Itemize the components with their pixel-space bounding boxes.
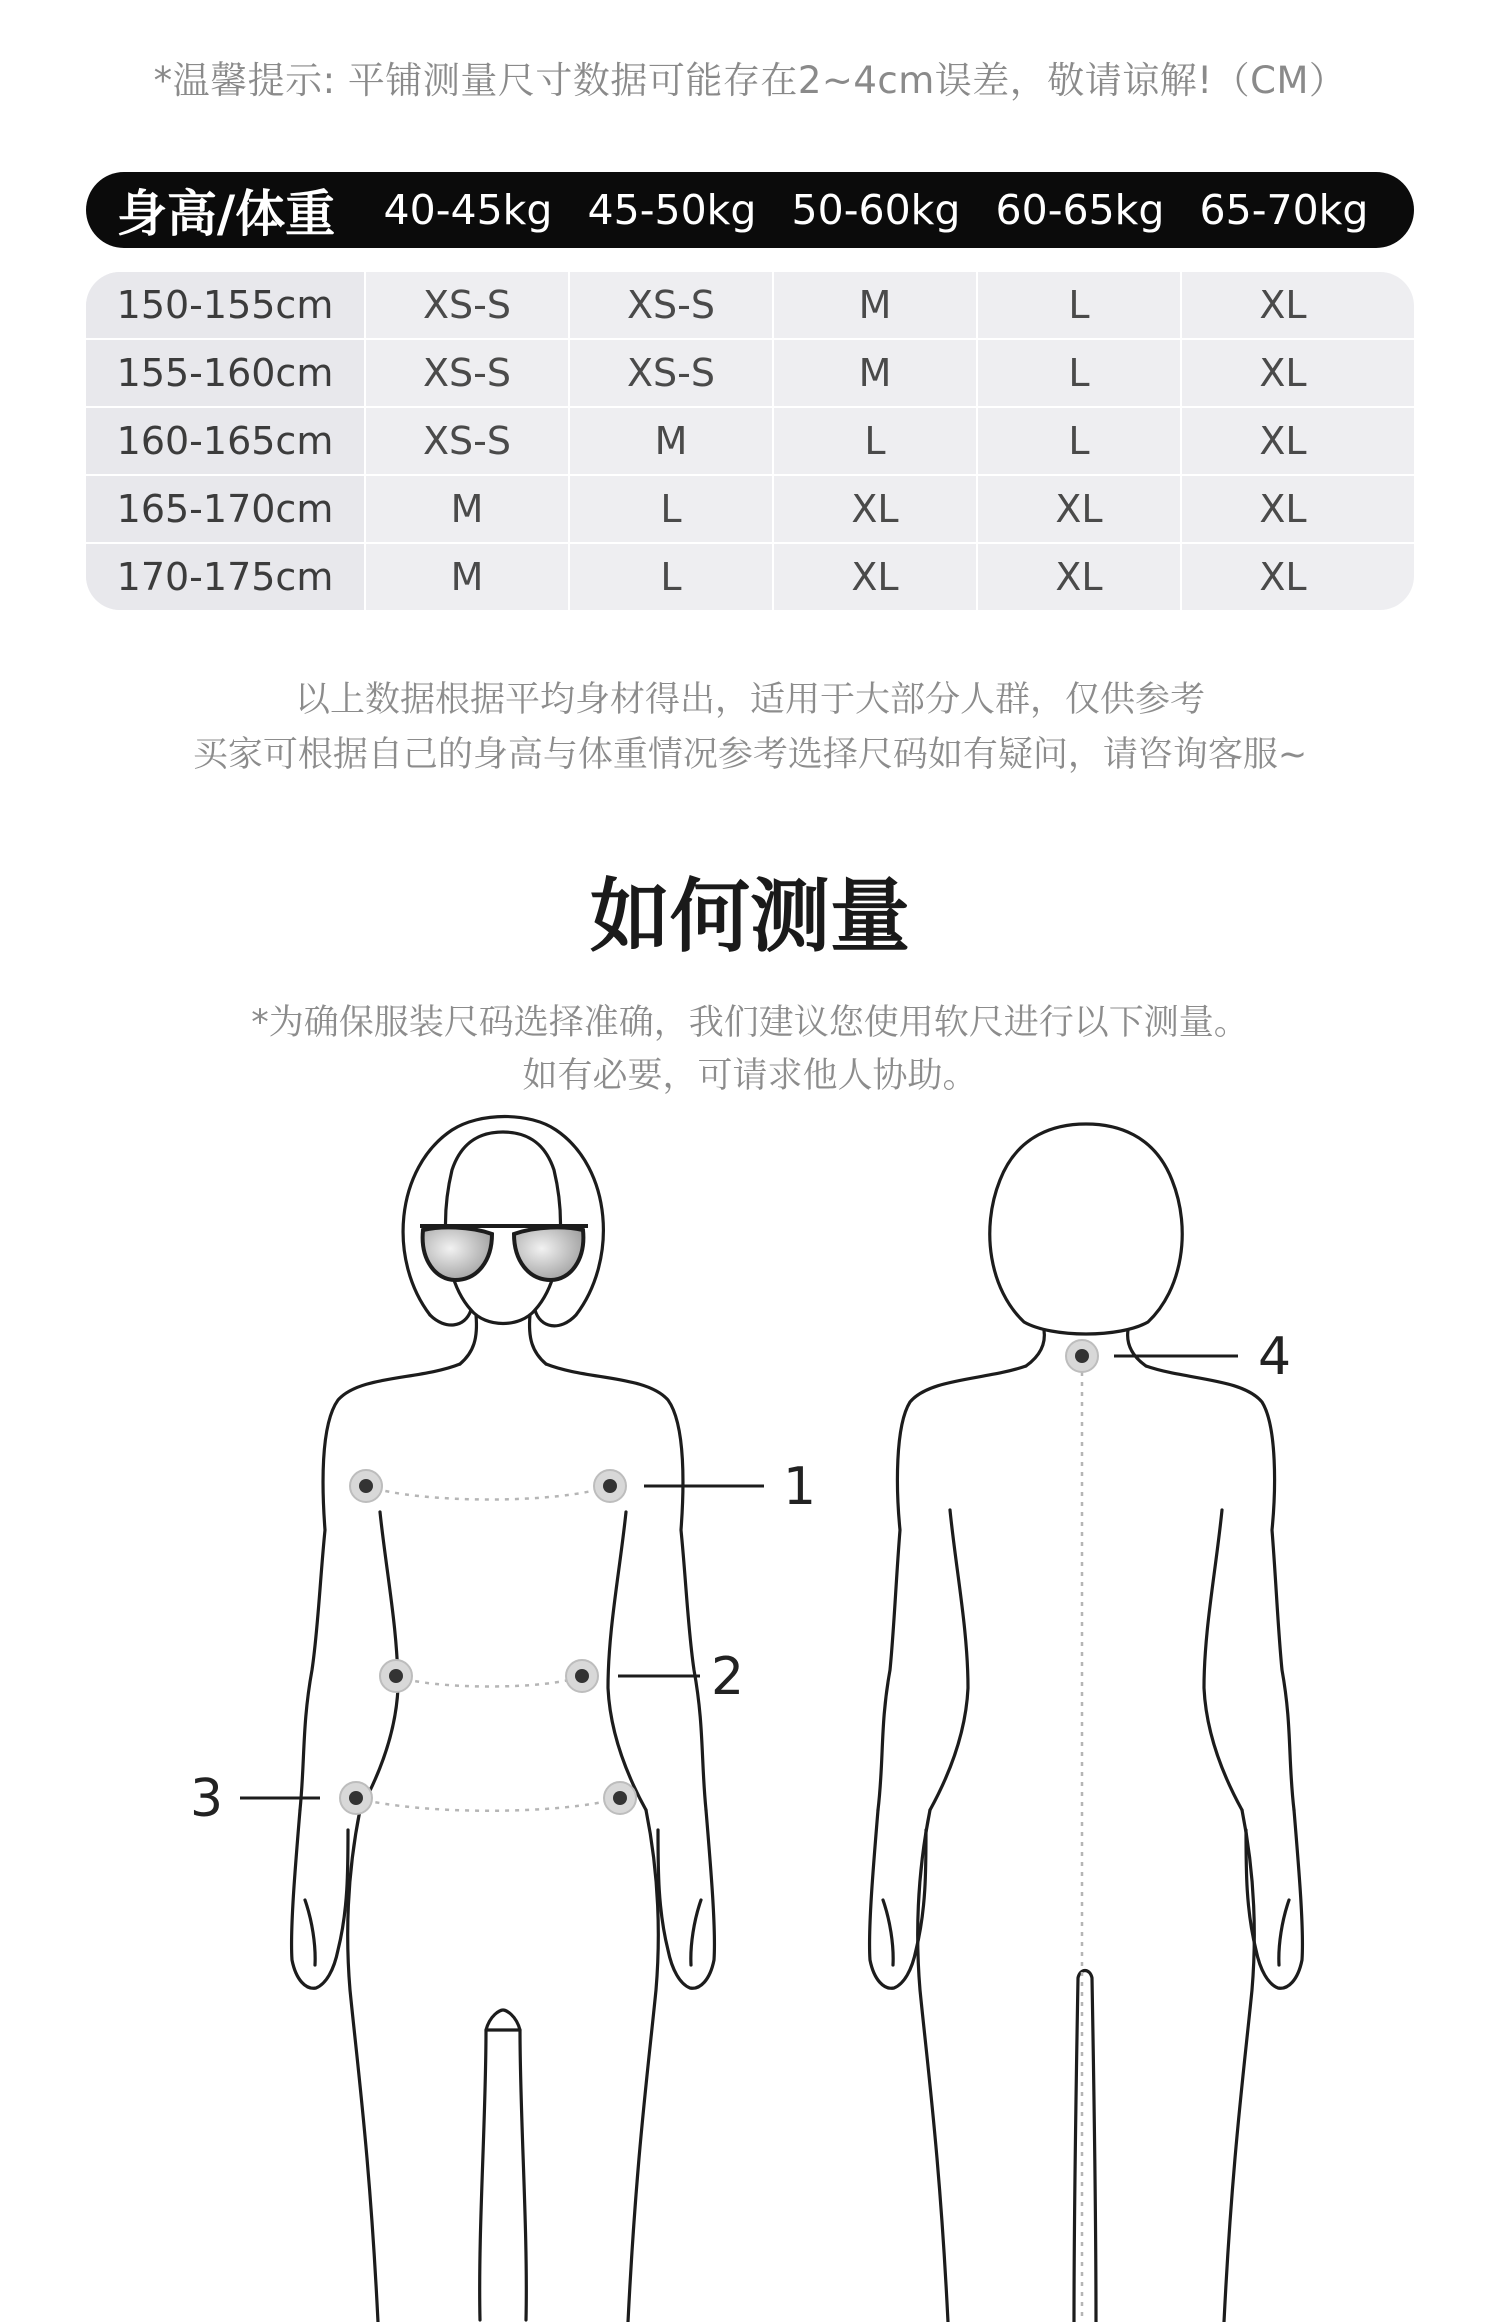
size-cell: L bbox=[772, 408, 976, 474]
size-cell: XL bbox=[976, 544, 1180, 610]
size-cell: XL bbox=[1180, 544, 1384, 610]
table-row bbox=[86, 340, 1414, 408]
point-label-1: 1 bbox=[783, 1457, 817, 1517]
weight-column-header: 40-45kg bbox=[383, 186, 553, 234]
size-cell: XL bbox=[976, 476, 1180, 542]
point-label-3: 3 bbox=[190, 1769, 224, 1829]
size-chart-body bbox=[86, 272, 1414, 610]
size-cell: XL bbox=[1180, 476, 1384, 542]
point-label-2: 2 bbox=[711, 1647, 745, 1707]
size-cell: M bbox=[364, 476, 568, 542]
height-label: 150-155cm bbox=[86, 272, 364, 338]
measure-point-neck bbox=[1066, 1340, 1098, 1372]
measure-section-title: 如何测量 bbox=[590, 870, 910, 963]
size-cell: L bbox=[976, 340, 1180, 406]
front-leaders bbox=[240, 1486, 764, 1798]
size-cell: L bbox=[976, 408, 1180, 474]
size-cell: M bbox=[772, 272, 976, 338]
table-row bbox=[86, 476, 1414, 544]
size-cell: XS-S bbox=[364, 272, 568, 338]
size-tip: *温馨提示: 平铺测量尺寸数据可能存在2~4cm误差，敬请谅解!（CM） bbox=[153, 59, 1347, 102]
body-measurement-illustration bbox=[0, 1110, 1500, 2322]
front-figure bbox=[292, 1117, 715, 2322]
corner-label: 身高/体重 bbox=[116, 185, 336, 243]
height-label: 160-165cm bbox=[86, 408, 364, 474]
sunglasses-icon bbox=[420, 1226, 588, 1280]
size-cell: XL bbox=[1180, 340, 1384, 406]
table-row bbox=[86, 272, 1414, 340]
size-cell: L bbox=[976, 272, 1180, 338]
back-figure bbox=[870, 1124, 1303, 2322]
measure-point-hip bbox=[340, 1782, 636, 1814]
height-label: 170-175cm bbox=[86, 544, 364, 610]
weight-column-header: 45-50kg bbox=[587, 186, 757, 234]
weight-column-header: 50-60kg bbox=[791, 186, 961, 234]
size-cell: M bbox=[364, 544, 568, 610]
size-cell: M bbox=[772, 340, 976, 406]
measure-tip-line2: 如有必要，可请求他人协助。 bbox=[522, 1056, 978, 1096]
size-cell: XS-S bbox=[568, 272, 772, 338]
size-cell: XL bbox=[1180, 408, 1384, 474]
size-cell: XL bbox=[1180, 272, 1384, 338]
measure-point-bust bbox=[350, 1470, 626, 1502]
size-cell: L bbox=[568, 544, 772, 610]
height-label: 165-170cm bbox=[86, 476, 364, 542]
size-cell: L bbox=[568, 476, 772, 542]
size-cell: XS-S bbox=[364, 408, 568, 474]
height-label: 155-160cm bbox=[86, 340, 364, 406]
size-cell: XS-S bbox=[568, 340, 772, 406]
size-chart-table bbox=[86, 172, 1414, 610]
size-cell: XS-S bbox=[364, 340, 568, 406]
table-row bbox=[86, 408, 1414, 476]
reference-note-line2: 买家可根据自己的身高与体重情况参考选择尺码如有疑问，请咨询客服~ bbox=[192, 735, 1308, 775]
reference-note-line1: 以上数据根据平均身材得出，适用于大部分人群，仅供参考 bbox=[294, 680, 1205, 720]
weight-column-header: 60-65kg bbox=[995, 186, 1165, 234]
size-cell: XL bbox=[772, 544, 976, 610]
size-chart-header bbox=[86, 172, 1414, 248]
weight-column-header: 65-70kg bbox=[1199, 186, 1369, 234]
point-label-4: 4 bbox=[1258, 1327, 1292, 1387]
size-cell: XL bbox=[772, 476, 976, 542]
size-cell: M bbox=[568, 408, 772, 474]
measure-tip-line1: *为确保服装尺码选择准确，我们建议您使用软尺进行以下测量。 bbox=[251, 1003, 1249, 1043]
table-row bbox=[86, 544, 1414, 610]
